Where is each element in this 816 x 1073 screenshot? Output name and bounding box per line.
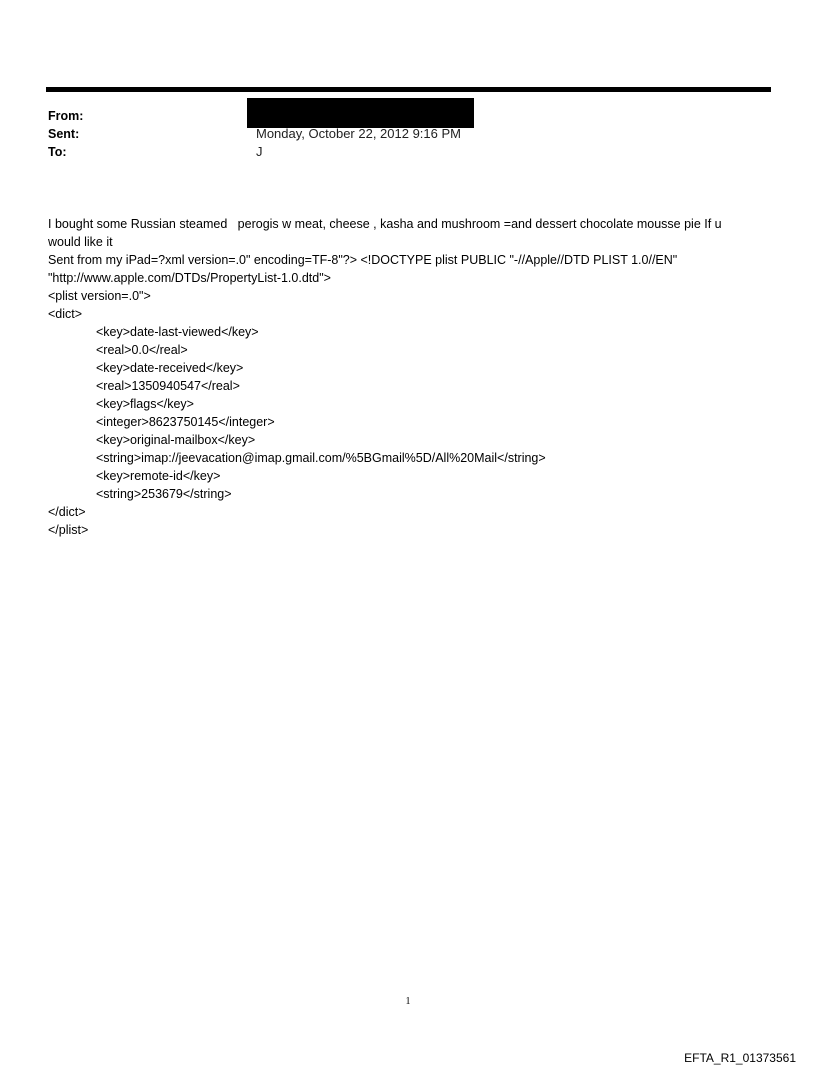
message-body: [48, 215, 778, 539]
to-value: J: [256, 144, 263, 159]
dict-line: <key>remote-id</key>: [96, 469, 221, 483]
dict-line: <real>1350940547</real>: [96, 379, 240, 393]
sent-from-line-1: Sent from my iPad=?xml version=.0" encoding=TF-8"?> <!DOCTYPE plist PUBLIC "-//Apple//DTD PLIST 1.0//EN": [48, 253, 678, 267]
sent-label: Sent:: [48, 127, 80, 141]
dict-line: <key>date-received</key>: [96, 361, 244, 375]
dict-line: <key>date-last-viewed</key>: [96, 325, 259, 339]
header-rule: [46, 87, 771, 92]
sent-from-line-2: "http://www.apple.com/DTDs/PropertyList-1.0.dtd">: [48, 271, 331, 285]
dict-line: <string>253679</string>: [96, 487, 232, 501]
dict-line: <integer>8623750145</integer>: [96, 415, 275, 429]
dict-close: </dict>: [48, 505, 86, 519]
dict-open: <dict>: [48, 307, 83, 321]
document-id: EFTA_R1_01373561: [684, 1051, 796, 1065]
message-line-1: I bought some Russian steamed perogis w meat, cheese , kasha and mushroom =and dessert chocolate mousse pie If u: [48, 217, 722, 231]
plist-open: <plist version=.0">: [48, 289, 151, 303]
dict-line: <string>imap://jeevacation@imap.gmail.com/%5BGmail%5D/All%20Mail</string>: [96, 451, 546, 465]
dict-line: <key>original-mailbox</key>: [96, 433, 256, 447]
to-label: To:: [48, 145, 67, 159]
from-label: From:: [48, 109, 84, 123]
sent-value: Monday, October 22, 2012 9:16 PM: [256, 126, 461, 141]
dict-line: <real>0.0</real>: [96, 343, 188, 357]
message-line-2: would like it: [48, 235, 113, 249]
dict-line: <key>flags</key>: [96, 397, 194, 411]
page-number: 1: [405, 996, 411, 1007]
plist-close: </plist>: [48, 523, 89, 537]
redaction-block: [247, 98, 474, 128]
